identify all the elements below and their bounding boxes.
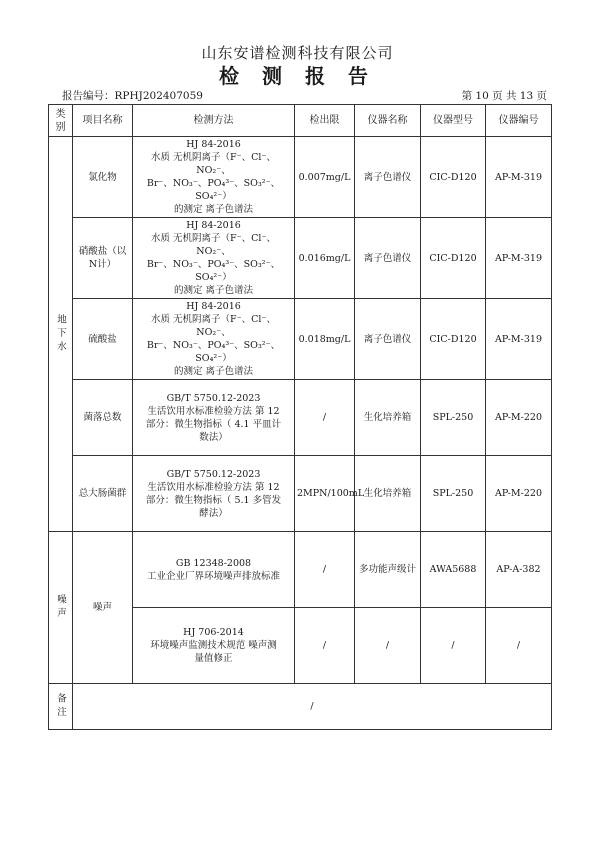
limit-cell: 0.018mg/L xyxy=(295,299,355,380)
code-cell: AP-M-220 xyxy=(486,456,552,532)
code-cell: AP-M-319 xyxy=(486,137,552,218)
limit-cell: / xyxy=(295,380,355,456)
table-row xyxy=(49,456,552,532)
method-cell: GB/T 5750.12-2023 生活饮用水标准检验方法 第 12 部分：微生物指标（ 4.1 平皿计 数法） xyxy=(133,380,295,456)
code-cell: / xyxy=(486,608,552,684)
model-cell: CIC-D120 xyxy=(421,218,486,299)
method-cell: HJ 706-2014 环境噪声监测技术规范 噪声测 量值修正 xyxy=(133,608,295,684)
method-cell: GB 12348-2008 工业企业厂界环境噪声排放标准 xyxy=(133,532,295,608)
report-title: 检 测 报 告 xyxy=(219,64,376,88)
code-cell: AP-M-319 xyxy=(486,218,552,299)
category-cell: 噪声 xyxy=(49,532,73,684)
instrument-cell: 离子色谱仪 xyxy=(355,137,421,218)
method-cell: HJ 84-2016 水质 无机阴离子（F⁻、Cl⁻、NO₂⁻、 Br⁻、NO₃⁻、PO₄³⁻、SO₃²⁻、SO₄²⁻） 的测定 离子色谱法 xyxy=(133,299,295,380)
col-header-code: 仪器编号 xyxy=(486,105,552,137)
method-cell: HJ 84-2016 水质 无机阴离子（F⁻、Cl⁻、NO₂⁻、 Br⁻、NO₃⁻、PO₄³⁻、SO₃²⁻、SO₄²⁻） 的测定 离子色谱法 xyxy=(133,137,295,218)
model-cell: / xyxy=(421,608,486,684)
category-cell: 地下水 xyxy=(49,137,73,532)
item-cell: 总大肠菌群 xyxy=(73,456,133,532)
code-cell: AP-M-319 xyxy=(486,299,552,380)
table-row xyxy=(49,380,552,456)
report-number-label: 报告编号： xyxy=(62,90,115,102)
model-cell: AWA5688 xyxy=(421,532,486,608)
code-cell: AP-A-382 xyxy=(486,532,552,608)
instrument-cell: 多功能声级计 xyxy=(355,532,421,608)
company-name: 山东安谱检测科技有限公司 xyxy=(201,44,394,62)
instrument-cell: 生化培养箱 xyxy=(355,456,421,532)
col-header-instrument: 仪器名称 xyxy=(355,105,421,137)
page-info: 第 10 页 共 13 页 xyxy=(461,90,547,102)
limit-cell: / xyxy=(295,532,355,608)
model-cell: CIC-D120 xyxy=(421,299,486,380)
col-header-limit: 检出限 xyxy=(295,105,355,137)
limit-cell: / xyxy=(295,608,355,684)
model-cell: CIC-D120 xyxy=(421,137,486,218)
limit-cell: 0.016mg/L xyxy=(295,218,355,299)
item-cell: 菌落总数 xyxy=(73,380,133,456)
report-number xyxy=(62,88,203,103)
instrument-cell: / xyxy=(355,608,421,684)
method-cell: GB/T 5750.12-2023 生活饮用水标准检验方法 第 12 部分：微生物指标（ 5.1 多管发 酵法） xyxy=(133,456,295,532)
item-cell: 硫酸盐 xyxy=(73,299,133,380)
item-cell: 噪声 xyxy=(73,532,133,684)
instrument-cell: 生化培养箱 xyxy=(355,380,421,456)
col-header-method: 检测方法 xyxy=(133,105,295,137)
table-row xyxy=(49,218,552,299)
instrument-cell: 离子色谱仪 xyxy=(355,218,421,299)
col-header-model: 仪器型号 xyxy=(421,105,486,137)
remarks-label: 备注 xyxy=(49,684,73,730)
item-cell: 硝酸盐（以N计） xyxy=(73,218,133,299)
table-row xyxy=(49,532,552,608)
remarks-value: / xyxy=(73,684,552,730)
limit-cell: 2MPN/100mL xyxy=(295,456,355,532)
remarks-row xyxy=(49,684,552,730)
instrument-cell: 离子色谱仪 xyxy=(355,299,421,380)
table-row xyxy=(49,137,552,218)
code-cell: AP-M-220 xyxy=(486,380,552,456)
report-table xyxy=(48,104,552,730)
col-header-category: 类别 xyxy=(49,105,73,137)
model-cell: SPL-250 xyxy=(421,456,486,532)
col-header-item: 项目名称 xyxy=(73,105,133,137)
report-number-value: RPHJ202407059 xyxy=(114,90,203,102)
method-cell: HJ 84-2016 水质 无机阴离子（F⁻、Cl⁻、NO₂⁻、 Br⁻、NO₃⁻、PO₄³⁻、SO₃²⁻、SO₄²⁻） 的测定 离子色谱法 xyxy=(133,218,295,299)
item-cell: 氯化物 xyxy=(73,137,133,218)
limit-cell: 0.007mg/L xyxy=(295,137,355,218)
model-cell: SPL-250 xyxy=(421,380,486,456)
table-row xyxy=(49,299,552,380)
header-row xyxy=(49,105,552,137)
